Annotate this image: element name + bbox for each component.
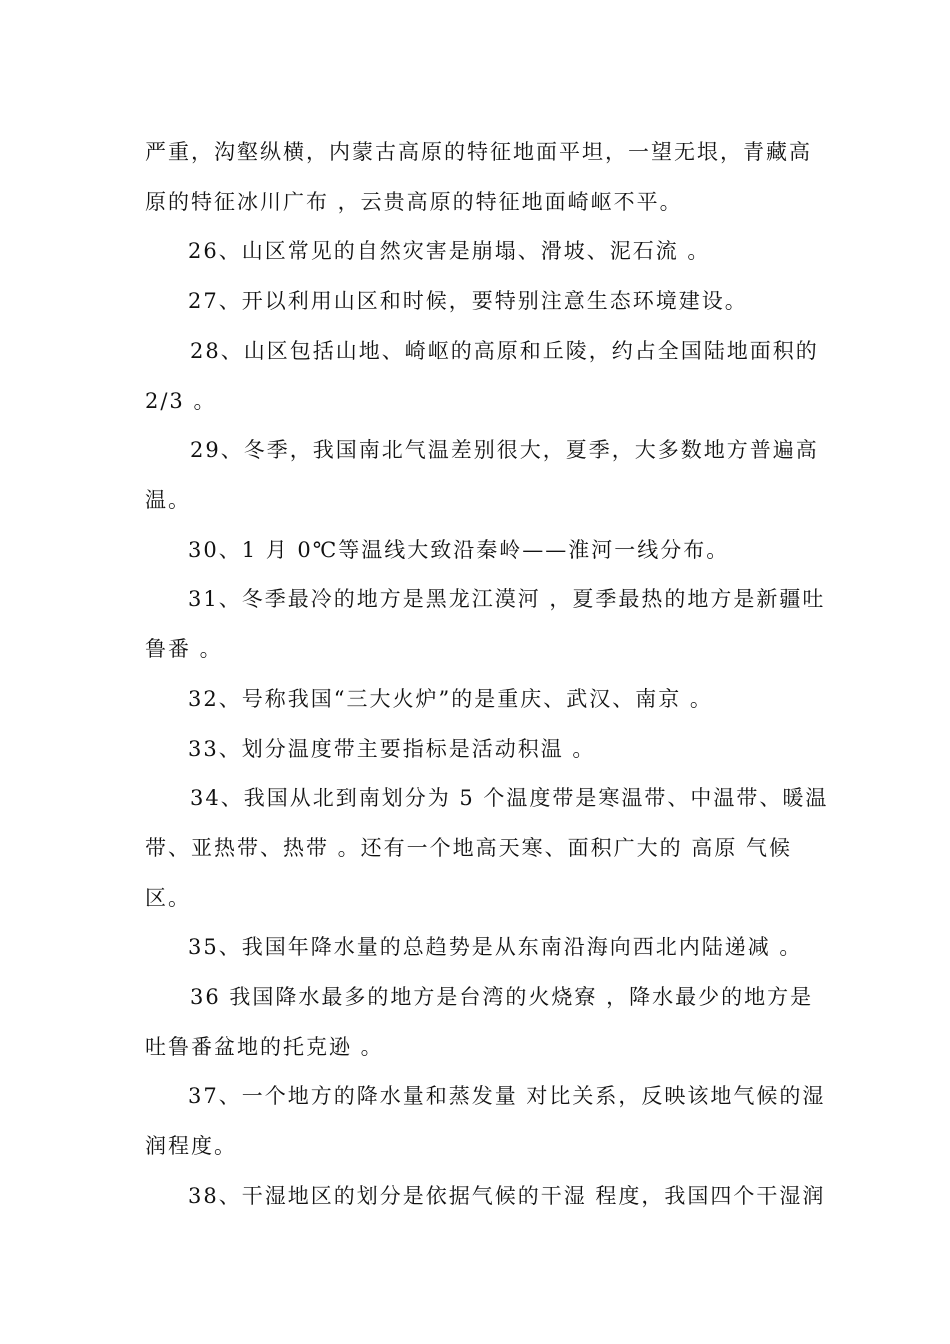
text-line: 区。 <box>145 886 191 910</box>
text-line: 鲁番 。 <box>145 637 223 661</box>
text-line: 29、冬季，我国南北气温差别很大，夏季，大多数地方普遍高 <box>190 438 819 462</box>
text-line: 30、1 月 0℃等温线大致沿秦岭——淮河一线分布。 <box>188 538 730 562</box>
text-line: 吐鲁番盆地的托克逊 。 <box>145 1035 384 1059</box>
text-line: 27、开以利用山区和时候，要特别注意生态环境建设。 <box>188 289 748 313</box>
text-line: 34、我国从北到南划分为 5 个温度带是寒温带、中温带、暖温 <box>190 786 829 810</box>
text-line: 33、划分温度带主要指标是活动积温 。 <box>188 737 596 761</box>
text-line: 26、山区常见的自然灾害是崩塌、滑坡、泥石流 。 <box>188 239 711 263</box>
text-line: 35、我国年降水量的总趋势是从东南沿海向西北内陆递减 。 <box>188 935 803 959</box>
text-line: 2/3 。 <box>145 389 217 413</box>
text-line: 36 我国降水最多的地方是台湾的火烧寮 ，降水最少的地方是 <box>190 985 814 1009</box>
text-line: 带、亚热带、热带 。还有一个地高天寒、面积广大的 高原 气候 <box>145 836 793 860</box>
text-line: 38、干湿地区的划分是依据气候的干湿 程度，我国四个干湿润 <box>188 1184 826 1208</box>
text-line: 31、冬季最冷的地方是黑龙江漠河 ，夏季最热的地方是新疆吐 <box>188 587 826 611</box>
text-line: 32、号称我国“三大火炉”的是重庆、武汉、南京 。 <box>188 687 713 711</box>
text-line: 原的特征冰川广布 ，云贵高原的特征地面崎岖不平。 <box>145 190 683 214</box>
text-line: 28、山区包括山地、崎岖的高原和丘陵，约占全国陆地面积的 <box>190 339 819 363</box>
text-line: 润程度。 <box>145 1134 237 1158</box>
text-line: 温。 <box>145 488 191 512</box>
text-line: 37、一个地方的降水量和蒸发量 对比关系，反映该地气候的湿 <box>188 1084 826 1108</box>
text-line: 严重，沟壑纵横，内蒙古高原的特征地面平坦，一望无垠，青藏高 <box>145 140 812 164</box>
